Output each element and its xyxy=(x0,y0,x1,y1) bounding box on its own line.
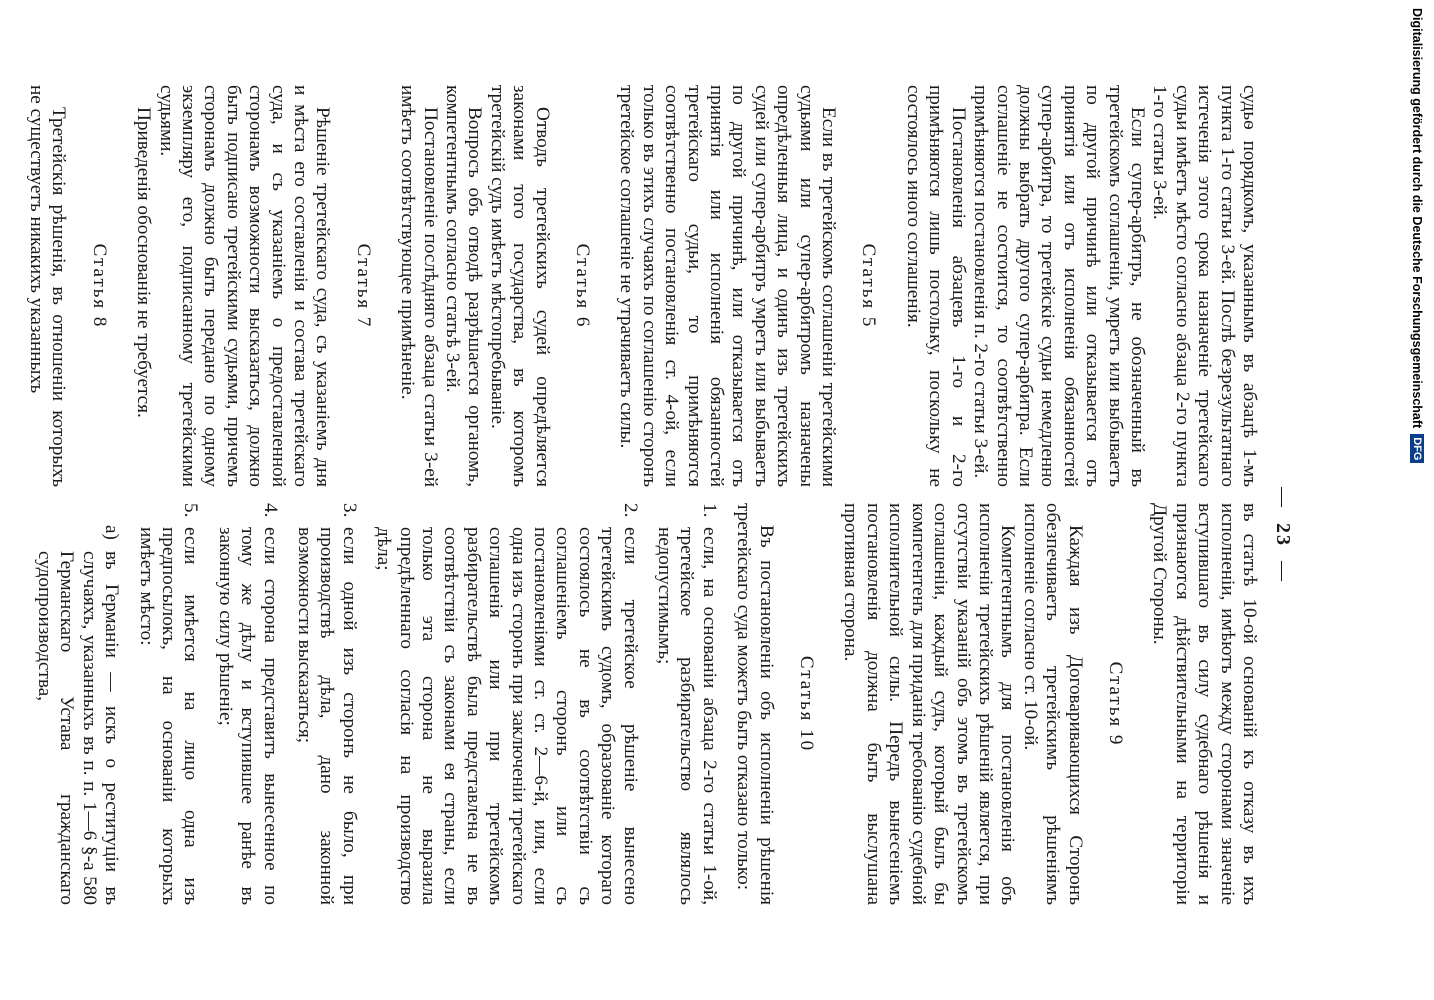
paragraph: Рѣшеніе третейскаго суда, съ указаніемъ дня и мѣста его составленія и состава третейскаго суда, и съ указаніемъ о предоставленной сторонамъ возможности высказаться, должно быть подписано третейскими судьями, причемъ сторонамъ должно быть передано по одному экземпляру его, подписанному третейскими судьями. xyxy=(155,85,334,487)
article-heading: Статья 6 xyxy=(572,243,594,329)
spacer xyxy=(360,503,372,905)
spacer xyxy=(122,503,134,905)
item-number: 1. xyxy=(698,503,720,518)
item-text: если третейское рѣшеніе вынесено третейскимъ судомъ, образованіе котораго состоялось не въ соотвѣтствіи съ соглашеніемъ сторонъ или съ постановленіями ст. ст. 2—6-й, или, если одна изъ сторонъ при заключеніи третейскаго соглашенія или при третейскомъ разбирательствѣ была представлена не въ соотвѣтствіи съ законами ея страны, если только эта сторона не выразила опредѣленнаго согласія на производство дѣла; xyxy=(373,527,641,905)
digitization-watermark xyxy=(1408,8,1434,992)
dash-left: — xyxy=(1272,487,1294,509)
dfg-logo: DFG xyxy=(1410,434,1424,463)
rotated-page xyxy=(25,85,1300,985)
paragraph: Отводъ третейскихъ судей опредѣляется законами того государства, въ которомъ третейскій судъ имѣетъ мѣстопребываніе. xyxy=(486,85,553,487)
left-column xyxy=(25,85,1261,487)
paragraph: Въ постановленіи объ исполненіи рѣшенія третейскаго суда можетъ быть отказано только: xyxy=(733,503,777,905)
spacer xyxy=(201,503,213,905)
article-heading: Статья 5 xyxy=(858,243,880,329)
spacer xyxy=(281,503,293,905)
item-text: если одной изъ сторонъ не было, при производствѣ дѣла, дано законной возможности высказаться; xyxy=(293,527,360,905)
paragraph: въ статьѣ 10-ой основаній къ отказу въ ихъ исполненіи, имѣютъ между сторонами значеніе вступившаго въ силу судебнаго рѣшенія и признаются дѣйствительными на территоріи Другой Стороны. xyxy=(1149,503,1260,905)
sub-item-letter: а) xyxy=(101,525,123,540)
watermark-text: Digitalisierung gefördert durch die Deutsche Forschungsgemeinschaft xyxy=(1410,8,1424,429)
item-text: если, на основаніи абзаца 2-го статьи 1-ой, третейское разбирательство являлось недопустимымъ; xyxy=(654,527,720,905)
list-item xyxy=(134,503,201,905)
item-text: если имѣется на лицо одна изъ предпосылокъ, на основаніи которыхъ имѣетъ мѣсто: xyxy=(135,527,202,905)
sub-item-text: въ Германіи — искъ о реституціи въ случаяхъ, указанныхъ въ п. п. 1—6 §-а 580 Германскаго Устава гражданскаго судопроизводства, xyxy=(33,551,123,905)
paragraph: Если въ третейскомъ соглашеніи третейскими судьями или супер-арбитромъ назначены опредѣленныя лица, и одинъ изъ третейскихъ судей или супер-арбитръ умретъ или выбываетъ по другой причинѣ, или отказывается отъ принятія или исполненія обязанностей третейскаго судьи, то примѣняются соотвѣтственно постановленія ст. 4-ой, если только въ этихъ случаяхъ по соглашенію сторонъ третейское соглашеніе не утрачиваетъ силы. xyxy=(616,85,840,487)
item-number: 4. xyxy=(259,503,281,518)
page-number-line xyxy=(1271,85,1294,985)
paragraph: Приведенія обоснованія не требуется. xyxy=(133,107,155,418)
article-heading: Статья 8 xyxy=(88,243,110,329)
list-item xyxy=(293,503,360,905)
article-heading: Статья 10 xyxy=(796,655,818,753)
page-number: 23 xyxy=(1272,523,1294,547)
article-heading: Статья 9 xyxy=(1104,661,1126,747)
paragraph: Постановленія абзацевъ 1-го и 2-го примѣняются лишь постольку, поскольку не состоялось иного соглашенія. xyxy=(902,85,969,487)
sub-list-item xyxy=(33,525,123,905)
list-item xyxy=(372,503,641,905)
paragraph: Каждая изъ Договаривающихся Сторонъ обезпечиваетъ третейскимъ рѣшеніямъ исполненіе согласно ст. 10-ой. xyxy=(1019,503,1086,905)
paragraph: Если супер-арбитръ, не обозначенный въ третейскомъ соглашеніи, умретъ или выбываетъ по другой причинѣ или отказывается отъ принятія или отъ исполненія обязанностей супер-арбитра, то третейскіе судьи немедленно должны выбрать другого супер-арбитра. Если соглашеніе не состоится, то соотвѣтственно примѣняются постановленія п. 2-го статьи 3-ей. xyxy=(970,85,1148,487)
paragraph: Вопросъ объ отводѣ разрѣшается органомъ, компетентнымъ согласно статьѣ 3-ей. xyxy=(442,85,486,487)
paragraph: Компетентнымъ для постановленія объ исполненіи третейскихъ рѣшеній является, при отсутствіи указаній объ этомъ въ третейскомъ соглашеніи, каждый судъ, который былъ бы компетентенъ для приданія требованію судебной исполнительной силы. Передъ вынесеніемъ постановленія должна быть выслушана противная сторона. xyxy=(840,503,1019,905)
list-item xyxy=(653,503,720,905)
list-item xyxy=(213,503,280,905)
right-column xyxy=(33,503,1261,905)
item-number: 5. xyxy=(180,503,202,518)
paragraph: судьѳ порядкомъ, указаннымъ въ абзацѣ 1-мъ пункта 1-го статьи 3-ей. Послѣ безрезультатнаго истеченія этого срока назначеніе третейскаго судьи имѣетъ мѣсто согласно абзаца 2-го пункта 1-го статьи 3-ей. xyxy=(1149,85,1260,487)
article-heading: Статья 7 xyxy=(352,243,374,329)
paragraph: Постановленіе послѣдняго абзаца статьи 3-ей имѣетъ соотвѣтствующее примѣненіе. xyxy=(397,85,441,487)
spacer xyxy=(720,503,732,905)
item-number: 3. xyxy=(338,503,360,518)
dash-right: — xyxy=(1272,561,1294,583)
item-number: 2. xyxy=(619,503,641,518)
paragraph: Третейскія рѣшенія, въ отношеніи которыхъ не существуетъ никакихъ указанныхъ xyxy=(25,85,70,487)
item-text: если сторона представитъ вынесенное по тому же дѣлу и вступившее ранѣе въ законную силу рѣшеніе; xyxy=(214,527,281,905)
spacer xyxy=(641,503,653,905)
